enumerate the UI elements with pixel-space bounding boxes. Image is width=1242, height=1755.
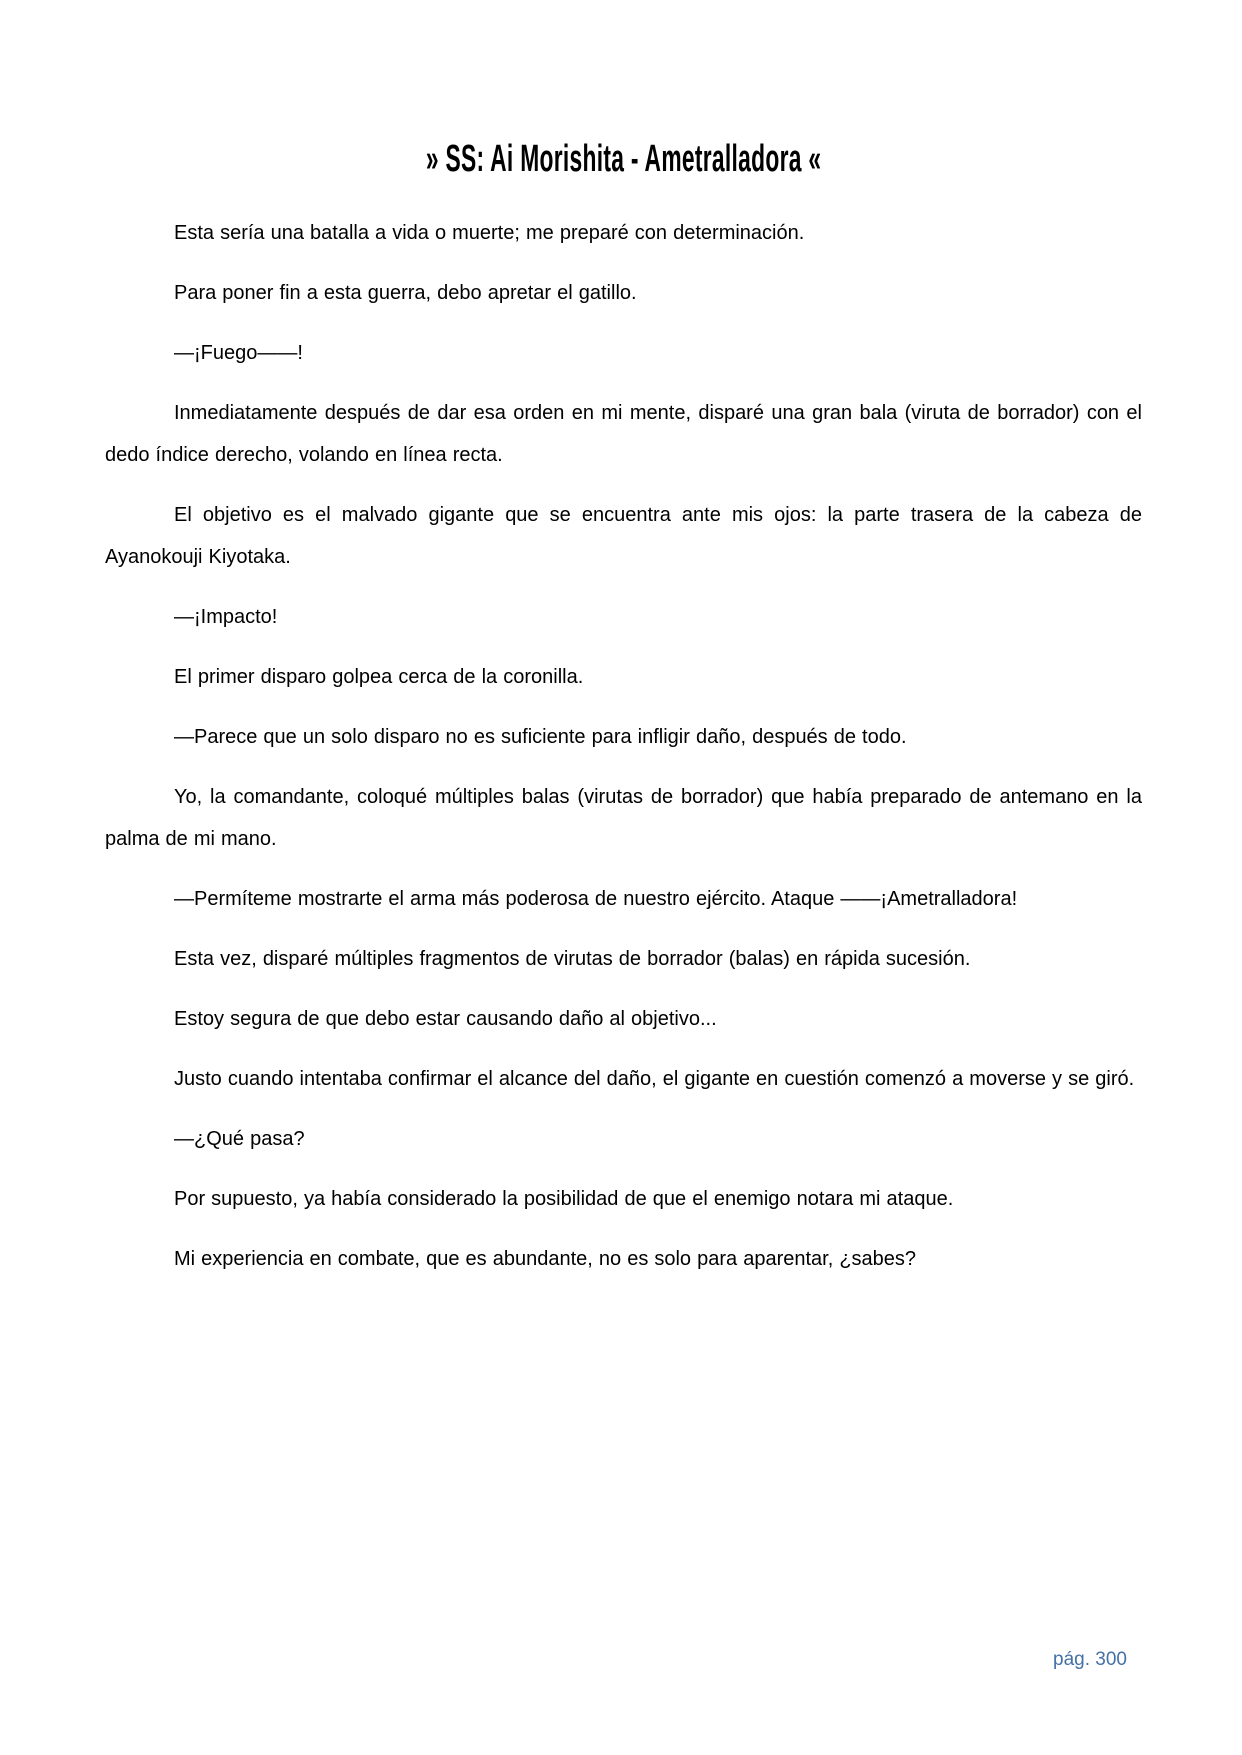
paragraph: Esta vez, disparé múltiples fragmentos de virutas de borrador (balas) en rápida sucesión. — [174, 947, 971, 970]
paragraph-dialogue: —¡Impacto! — [174, 605, 278, 628]
paragraph-dialogue: —¡Fuego——! — [174, 341, 303, 364]
paragraph-dialogue: —¿Qué pasa? — [174, 1127, 305, 1150]
paragraph-dialogue: —Parece que un solo disparo no es suficiente para infligir daño, después de todo. — [174, 725, 907, 748]
paragraph: Estoy segura de que debo estar causando daño al objetivo... — [174, 1007, 717, 1030]
paragraph: Mi experiencia en combate, que es abundante, no es solo para aparentar, ¿sabes? — [174, 1247, 917, 1270]
paragraph: Para poner fin a esta guerra, debo apretar el gatillo. — [174, 281, 637, 304]
page-number: pág. 300 — [1053, 1649, 1127, 1670]
paragraph: El primer disparo golpea cerca de la coronilla. — [174, 665, 584, 688]
paragraph: Inmediatamente después de dar esa orden en mi mente, disparé una gran bala (viruta de borrador) con el dedo índice derecho, volando en línea recta. — [105, 401, 1142, 466]
paragraph: Justo cuando intentaba confirmar el alcance del daño, el gigante en cuestión comenzó a moverse y se giró. — [174, 1067, 1135, 1090]
page-title — [105, 137, 1142, 183]
paragraph-dialogue: —Permíteme mostrarte el arma más poderosa de nuestro ejército. Ataque ——¡Ametralladora! — [174, 887, 1018, 910]
paragraph: El objetivo es el malvado gigante que se encuentra ante mis ojos: la parte trasera de la cabeza de Ayanokouji Kiyotaka. — [105, 503, 1142, 568]
page-title-text: » SS: Ai Morishita - Ametralladora « — [425, 138, 822, 180]
paragraph: Yo, la comandante, coloqué múltiples balas (virutas de borrador) que había preparado de antemano en la palma de mi mano. — [105, 785, 1142, 850]
paragraph: Por supuesto, ya había considerado la posibilidad de que el enemigo notara mi ataque. — [174, 1187, 954, 1210]
paragraph: Esta sería una batalla a vida o muerte; me preparé con determinación. — [174, 221, 805, 244]
